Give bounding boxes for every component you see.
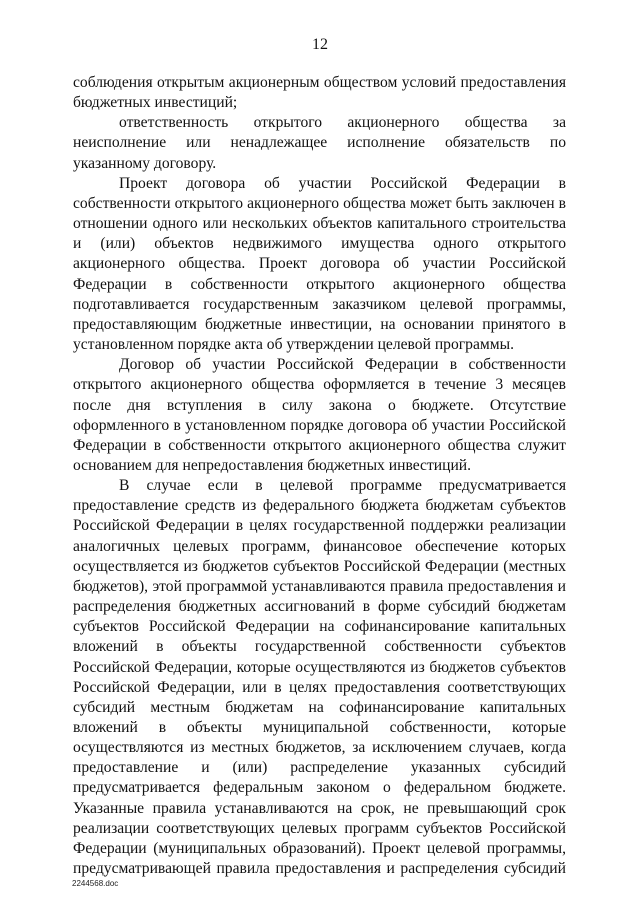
paragraph: соблюдения открытым акционерным обществом условий предоставления бюджетных инвестиций;	[73, 74, 566, 112]
document-body	[73, 73, 566, 879]
paragraph: В случае если в целевой программе предусматривается предоставление средств из федерального бюджета бюджетам субъектов Российской Федерации в целях государственной поддержки реализации аналогичных целевых программ, финансовое обеспечение которых осуществляется из бюджетов субъектов Российской Федерации (местных бюджетов), этой программой устанавливаются правила предоставления и распределения бюджетных ассигнований в форме субсидий бюджетам субъектов Российской Федерации на софинансирование капитальных вложений в объекты государственной собственности субъектов Российской Федерации, которые осуществляются из бюджетов субъектов Российской Федерации, или в целях предоставления соответствующих субсидий местным бюджетам на софинансирование капитальных вложений в объекты муниципальной собственности, которые осуществляются из местных бюджетов, за исключением случаев, когда предоставление и (или) распределение указанных субсидий предусматривается федеральным законом о федеральном бюджете. Указанные правила устанавливаются на срок, не превышающий срок реализации соответствующих целевых программ субъектов Российской Федерации (муниципальных образований). Проект целевой программы, предусматривающей правила предоставления и распределения субсидий	[73, 477, 566, 878]
paragraph: Проект договора об участии Российской Федерации в собственности открытого акционерного общества может быть заключен в отношении одного или нескольких объектов капитального строительства и (или) объектов недвижимого имущества одного открытого акционерного общества. Проект договора об участии Российской Федерации в собственности открытого акционерного общества подготавливается государственным заказчиком целевой программы, предоставляющим бюджетные инвестиции, на основании принятого в установленном порядке акта об утверждении целевой программы.	[73, 174, 566, 354]
paragraph: ответственность открытого акционерного общества за неисполнение или ненадлежащее исполнение обязательств по указанному договору.	[73, 114, 566, 172]
paragraph: Договор об участии Российской Федерации в собственности открытого акционерного общества оформляется в течение 3 месяцев после дня вступления в силу закона о бюджете. Отсутствие оформленного в установленном порядке договора об участии Российской Федерации в собственности открытого акционерного общества служит основанием для непредоставления бюджетных инвестиций.	[73, 356, 566, 474]
footer-filename: 2244568.doc	[72, 879, 119, 888]
page-number: 12	[312, 36, 328, 53]
